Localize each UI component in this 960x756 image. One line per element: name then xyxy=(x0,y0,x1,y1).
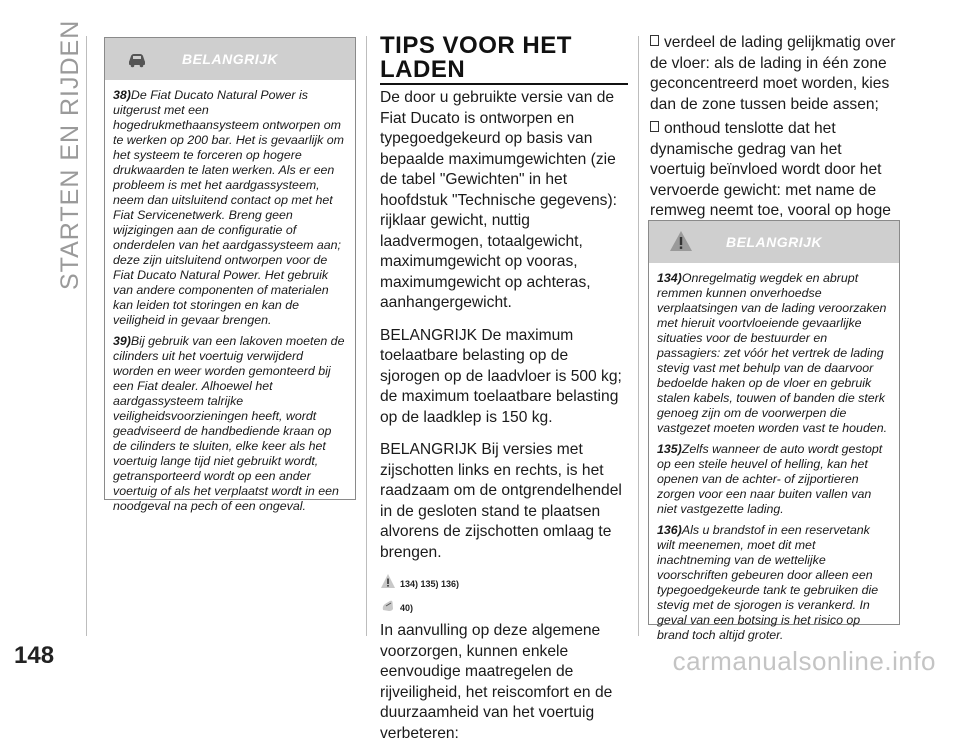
note-reference-number: 40) xyxy=(400,603,414,613)
warning-ref: 135) xyxy=(657,442,682,456)
warning-box-left xyxy=(104,37,356,513)
warning-header xyxy=(105,38,355,80)
checkbox-bullet-icon xyxy=(650,35,659,46)
warning-title: BELANGRIJK xyxy=(725,234,822,250)
side-divider xyxy=(86,36,87,636)
bullet-text: onthoud tenslotte dat het dynamische gedrag van het voertuig beïnvloed wordt door het vervoerde gewicht: met name de remweg neemt toe, vooral op hoge xyxy=(650,120,891,219)
warning-text: Als u brandstof in een reservetank wilt meenemen, moet dit met inachtneming van de wettelijke voorschriften gebeuren door alleen een typegoedgekeurde tank te gebruiken die stevig met de sjorogen is verankerd. In geval van een botsing is het risico op brand toch altijd groter. xyxy=(657,523,879,642)
heading-underline xyxy=(380,83,628,85)
warning-ref: 136) xyxy=(657,523,682,537)
bullet-item xyxy=(650,33,900,115)
warning-title: BELANGRIJK xyxy=(181,51,278,67)
warning-ref: 38) xyxy=(113,88,131,102)
warning-header xyxy=(649,221,899,263)
paragraph-load-limits: BELANGRIJK De maximum toelaatbare belasting op de sjorogen op de laadvloer is 500 kg; de maximum toelaatbare belasting op de laadklep is 150 kg. xyxy=(380,326,622,426)
warning-text: Onregelmatig wegdek en abrupt remmen kunnen onverhoedse verplaatsingen van de lading veroorzaken met hieruit voortvloeiende gevaarlijke situaties voor de bestuurder en passagiers: zet vóór het vertrek de lading stevig vast met behulp van de daarvoor bedoelde haken op de vloer en gebruik stalen kabels, touwen of banden die sterk genoeg zijn om de voorwerpen die vastgezet moeten worden vast te houden. xyxy=(657,271,888,435)
warning-body xyxy=(649,263,899,657)
paragraph-intro: De door u gebruikte versie van de Fiat Ducato is ontworpen en typegoedgekeurd op basis van bepaalde maximumgewichten (zie de tabel "Gewichten" in het hoofdstuk "Technische gegevens): rijklaar gewicht, nuttig laadvermogen, totaalgewicht, maximumgewicht op vooras, maximumgewicht op achteras, aanhangergewicht. xyxy=(380,89,617,311)
warning-item xyxy=(113,334,347,514)
warning-ref: 134) xyxy=(657,271,682,285)
warning-text: Zelfs wanneer de auto wordt gestopt op een steile heuvel of helling, kan het openen van de achter- of zijportieren zorgen voor een naar buiten vallen van niet vastgezette lading. xyxy=(657,442,883,516)
note-hand-icon xyxy=(380,597,396,613)
warning-body xyxy=(105,80,355,528)
right-column xyxy=(650,33,900,242)
warning-triangle-icon xyxy=(380,573,396,589)
footer-watermark: carmanualsonline.info xyxy=(672,646,936,676)
note-reference xyxy=(380,597,630,613)
section-title-text: STARTEN EN RIJDEN xyxy=(56,19,84,290)
column-divider-2 xyxy=(638,36,639,636)
warning-item xyxy=(657,442,891,517)
bullet-text: verdeel de lading gelijkmatig over de vloer: als de lading in één zone geconcentreerd moet worden, kies dan de zone tussen beide assen; xyxy=(650,34,896,113)
warning-item xyxy=(657,271,891,436)
warning-reference-numbers: 134) 135) 136) xyxy=(400,579,460,589)
warning-item xyxy=(657,523,891,643)
paragraph-side-panels: BELANGRIJK Bij versies met zijschotten links en rechts, is het raadzaam om de ontgrendelhendel in de gesloten stand te plaatsen alvorens de zijschotten omlaag te brengen. xyxy=(380,441,622,561)
warning-ref: 39) xyxy=(113,334,131,348)
section-title xyxy=(54,19,84,290)
page-heading: TIPS VOOR HET LADEN xyxy=(380,32,572,83)
page-number: 148 xyxy=(14,642,55,669)
paragraph-measures: In aanvulling op deze algemene voorzorgen, kunnen enkele eenvoudige maatregelen de rijveiligheid, het reiscomfort en de duurzaamheid van het voertuig verbeteren: xyxy=(380,622,613,742)
warning-reference xyxy=(380,573,630,589)
warning-item xyxy=(113,88,347,328)
checkbox-bullet-icon xyxy=(650,121,659,132)
warning-box-right xyxy=(648,220,900,642)
warning-text: Bij gebruik van een lakoven moeten de cilinders uit het voertuig verwijderd worden en weer worden gemonteerd bij een Fiat dealer. Alhoewel het aardgassysteem talrijke veiligheidsvoorzieningen heeft, wordt geadviseerd de handbediende kraan op de cilinders te sluiten, elke keer als het voertuig lange tijd niet gebruikt wordt, getransporteerd wordt op een ander voertuig of als het verplaatst wordt in een noodgeval na pech of een ongeval. xyxy=(113,334,345,513)
warning-text: De Fiat Ducato Natural Power is uitgerust met een hogedrukmethaansysteem ontworpen om te werken op 200 bar. Het is gevaarlijk om het systeem te forceren op hogere drukwaarden te laten werken. Als er een probleem is met het aardgassysteem, neem dan uitsluitend contact op met het Fiat Servicenetwerk. Breng geen wijzigingen aan de configuratie of onderdelen van het aardgassysteem aan; deze zijn uitsluitend ontworpen voor de Fiat Ducato Natural Power. Het gebruik van andere componenten of materialen kan leiden tot storingen en kan de veiligheid in gevaar brengen. xyxy=(113,88,344,327)
middle-column xyxy=(380,88,630,756)
column-divider-1 xyxy=(366,36,367,636)
